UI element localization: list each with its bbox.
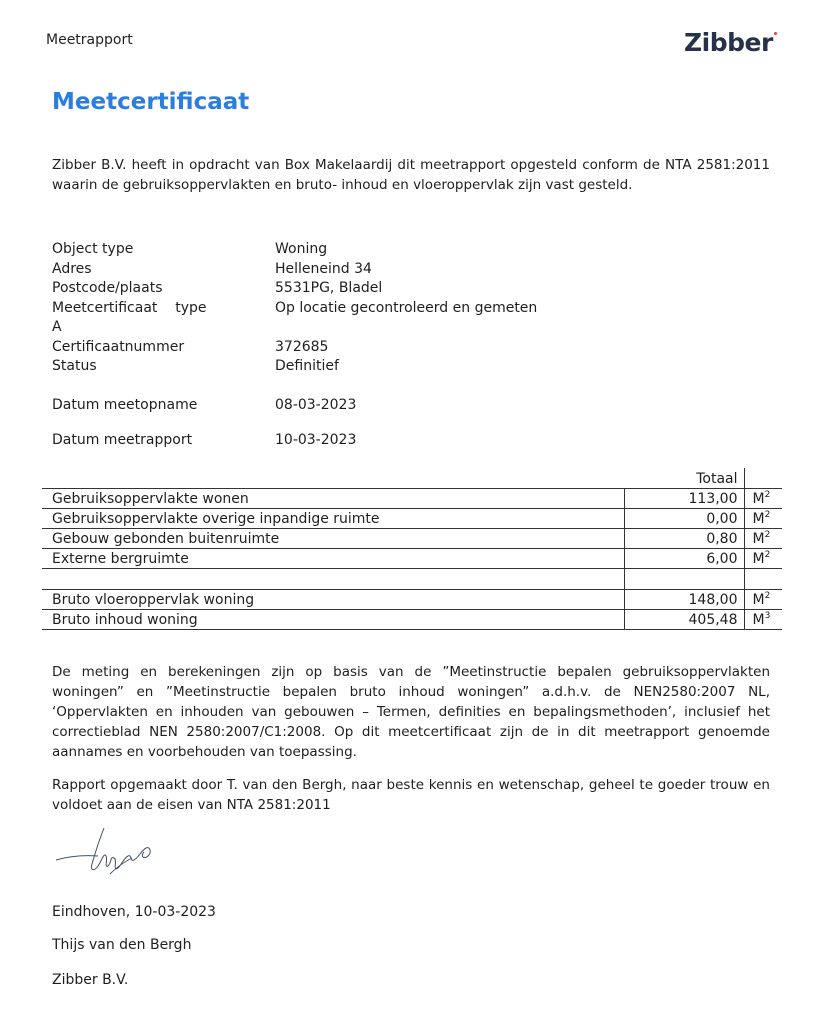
row-unit: $M^2$: [744, 528, 782, 548]
signature-image: [52, 822, 162, 878]
company-name: Zibber B.V.: [52, 972, 129, 988]
table-row: [42, 609, 782, 629]
value-adres: Helleneind 34: [275, 261, 372, 277]
table-row: [42, 508, 782, 528]
row-unit: $M^2$: [744, 488, 782, 508]
table-row: [42, 589, 782, 609]
value-datum-meetopname: 08-03-2023: [275, 397, 357, 413]
table-header-row: [42, 468, 782, 488]
label-postcode: Postcode/plaats: [52, 280, 163, 296]
row-label: Gebouw gebonden buitenruimte: [42, 528, 624, 548]
label-status: Status: [52, 358, 97, 374]
report-header-title: Meetrapport: [46, 32, 133, 48]
row-value: 6,00: [624, 548, 744, 568]
report-statement-paragraph: Rapport opgemaakt door T. van den Bergh, naar beste kennis en wetenschap, geheel te goeder trouw en voldoet aan de eisen van NTA 2581:2011: [52, 777, 770, 813]
value-cert-type: Op locatie gecontroleerd en gemeten: [275, 300, 538, 316]
label-object-type: Object type: [52, 241, 134, 257]
label-datum-meetrapport: Datum meetrapport: [52, 432, 193, 448]
label-cert-type: Meetcertificaat type: [52, 300, 207, 316]
value-object-type: Woning: [275, 241, 328, 257]
logo-dot: [774, 32, 777, 35]
zibber-logo: [684, 28, 773, 57]
row-label: Bruto inhoud woning: [42, 609, 624, 629]
row-value: 0,00: [624, 508, 744, 528]
label-cert-type-line2: A: [52, 319, 62, 335]
total-header: Totaal: [624, 468, 744, 488]
label-adres: Adres: [52, 261, 92, 277]
signatory-name: Thijs van den Bergh: [52, 937, 192, 953]
label-certificaatnummer: Certificaatnummer: [52, 339, 185, 355]
table-spacer-row: [42, 568, 782, 589]
place-date: Eindhoven, 10-03-2023: [52, 904, 216, 920]
value-datum-meetrapport: 10-03-2023: [275, 432, 357, 448]
row-label: Gebruiksoppervlakte overige inpandige ruimte: [42, 508, 624, 528]
row-unit: $M^3$: [744, 609, 782, 629]
row-unit: $M^2$: [744, 548, 782, 568]
row-label: Bruto vloeroppervlak woning: [42, 589, 624, 609]
row-value: 113,00: [624, 488, 744, 508]
label-datum-meetopname: Datum meetopname: [52, 397, 198, 413]
methodology-paragraph: De meting en berekeningen zijn op basis van de ”Meetinstructie bepalen gebruiksoppervlakten woningen” en ”Meetinstructie bepalen bruto inhoud woningen” a.d.h.v. de NEN2580:2007 NL, ‘Oppervlakten en inhouden van gebouwen – Termen, definities en bepalingsmethoden’, inclusief het correctieblad NEN 2580:2007/C1:2008. Op dit meetcertificaat zijn de in dit meetrapport genoemde aannames en voorbehouden van toepassing.: [52, 664, 770, 760]
value-certificaatnummer: 372685: [275, 339, 329, 355]
intro-paragraph: Zibber B.V. heeft in opdracht van Box Makelaardij dit meetrapport opgesteld conform de NTA 2581:2011 waarin de gebruiksoppervlakten en bruto- inhoud en vloeroppervlak zijn vast gesteld.: [52, 157, 770, 193]
table-row: [42, 548, 782, 568]
row-unit: $M^2$: [744, 589, 782, 609]
row-value: 405,48: [624, 609, 744, 629]
row-value: 0,80: [624, 528, 744, 548]
logo-text: Zibber: [684, 28, 773, 57]
row-label: Gebruiksoppervlakte wonen: [42, 488, 624, 508]
row-value: 148,00: [624, 589, 744, 609]
table-row: [42, 488, 782, 508]
value-status: Definitief: [275, 358, 339, 374]
page-title: Meetcertificaat: [52, 89, 250, 115]
row-unit: $M^2$: [744, 508, 782, 528]
table-row: [42, 528, 782, 548]
measurement-table: [42, 468, 782, 630]
row-label: Externe bergruimte: [42, 548, 624, 568]
value-postcode: 5531PG, Bladel: [275, 280, 383, 296]
